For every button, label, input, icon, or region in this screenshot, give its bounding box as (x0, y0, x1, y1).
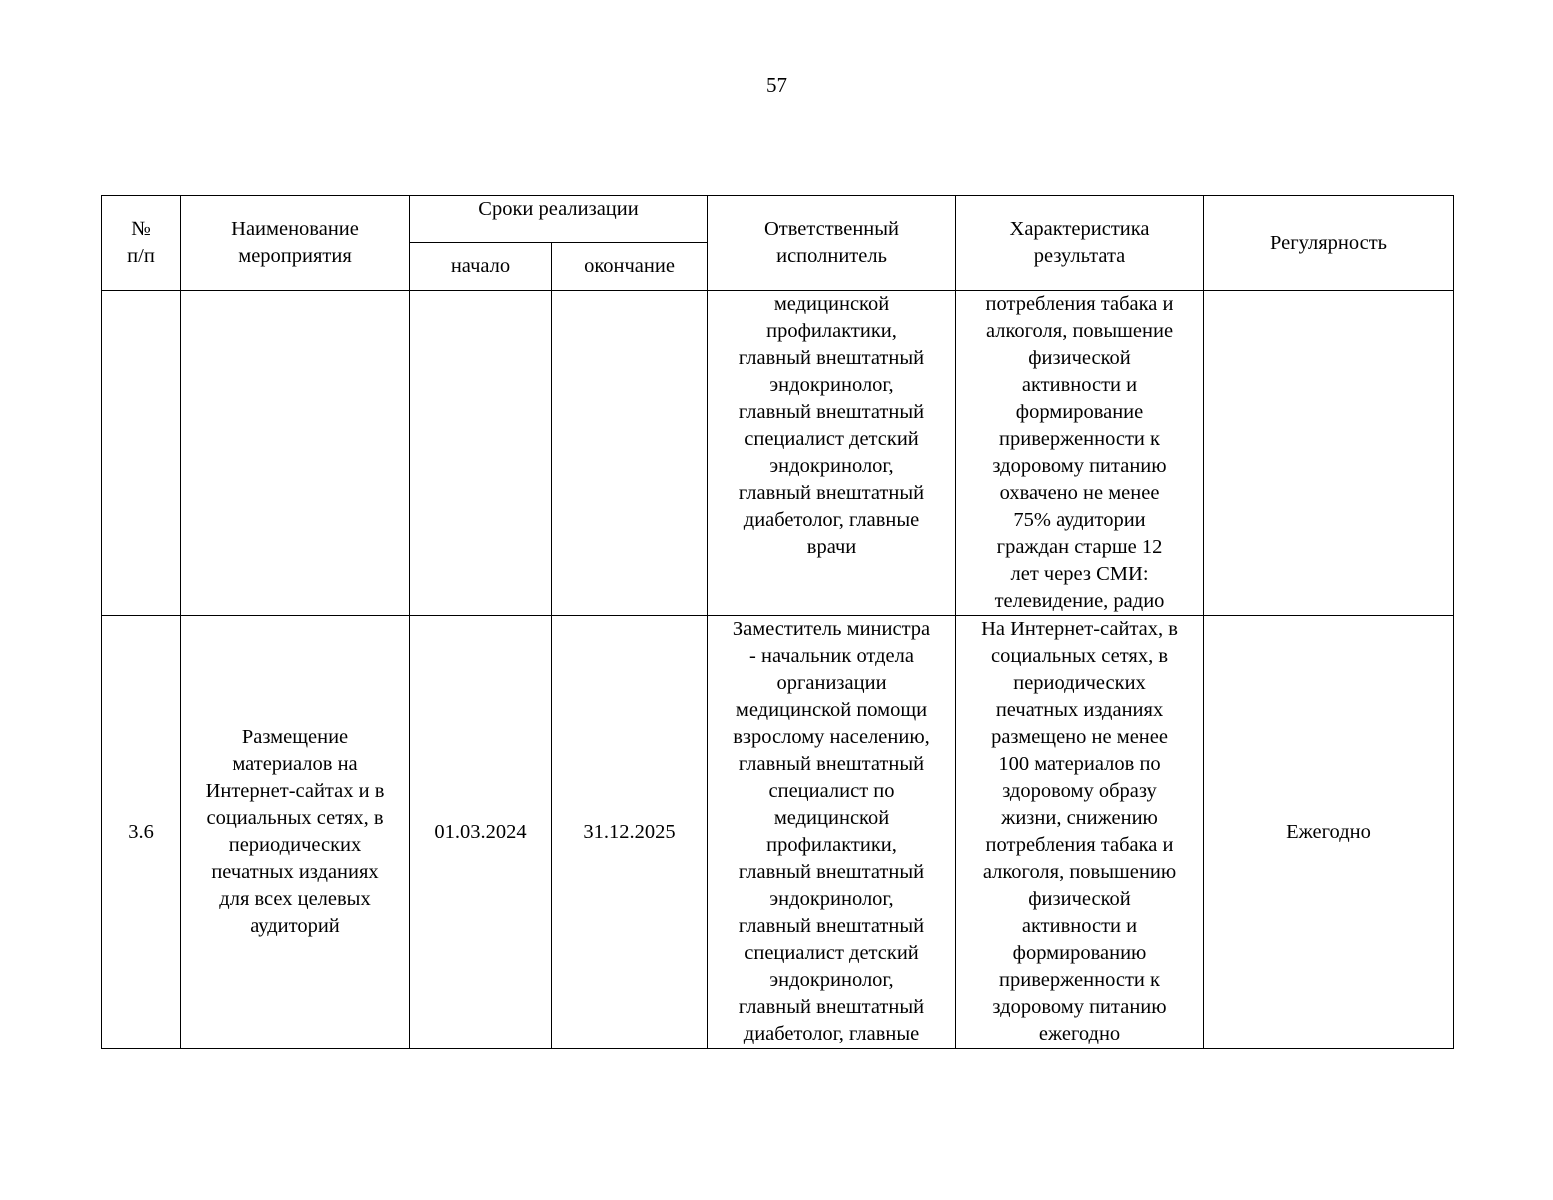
cell-end: 31.12.2025 (552, 616, 708, 1049)
result-line: печатных изданиях (995, 699, 1164, 721)
name-line: Размещение (241, 726, 349, 748)
header-responsible-line: Ответственный (763, 218, 900, 240)
responsible-line: профилактики, (766, 320, 897, 342)
header-number (102, 196, 181, 291)
result-line: потребления табака и (985, 834, 1174, 856)
responsible-line: Заместитель министра (732, 618, 931, 640)
cell-end (552, 291, 708, 616)
cell-name (181, 616, 410, 1049)
result-line: алкоголя, повышение (985, 320, 1174, 342)
name-line: социальных сетях, в (206, 807, 384, 829)
responsible-line: главный внештатный (738, 347, 925, 369)
header-regularity: Регулярность (1204, 196, 1454, 291)
responsible-line: диабетолог, главные (743, 509, 920, 531)
responsible-line: специалист по (768, 780, 895, 802)
header-responsible (708, 196, 956, 291)
cell-responsible (708, 616, 956, 1049)
result-line: активности и (1021, 915, 1138, 937)
result-line: здоровому образу (1002, 780, 1157, 802)
responsible-line: главный внештатный (738, 861, 925, 883)
result-line: потребления табака и (985, 293, 1174, 315)
header-start: начало (410, 243, 552, 291)
responsible-line: эндокринолог, (769, 374, 894, 396)
header-responsible-line: исполнитель (776, 245, 887, 267)
result-line: физической (1028, 347, 1131, 369)
result-line: телевидение, радио (994, 590, 1165, 612)
result-line: алкоголя, повышению (982, 861, 1177, 883)
name-line: аудиторий (250, 915, 340, 937)
result-line: здоровому питанию (992, 996, 1167, 1018)
name-line: материалов на (232, 753, 358, 775)
cell-result (956, 616, 1204, 1049)
responsible-line: специалист детский (744, 428, 919, 450)
responsible-line: медицинской (773, 293, 890, 315)
responsible-line: главный внештатный (738, 753, 925, 775)
responsible-line: эндокринолог, (769, 888, 894, 910)
result-line: На Интернет-сайтах, в (981, 618, 1178, 640)
responsible-line: врачи (806, 536, 857, 558)
name-line: Интернет-сайтах и в (205, 780, 385, 802)
result-line: 75% аудитории (1013, 509, 1146, 531)
result-line: активности и (1021, 374, 1138, 396)
result-line: приверженности к (999, 969, 1160, 991)
header-number-line: № (131, 218, 151, 240)
result-line: жизни, снижению (1001, 807, 1158, 829)
result-line: формирование (1015, 401, 1144, 423)
header-terms: Сроки реализации (410, 196, 708, 243)
result-line: здоровому питанию (992, 455, 1167, 477)
name-line: периодических (228, 834, 362, 856)
responsible-line: главный внештатный (738, 401, 925, 423)
table-row (102, 291, 1454, 616)
result-line: ежегодно (1038, 1023, 1121, 1045)
responsible-line: профилактики, (766, 834, 897, 856)
header-number-line: п/п (127, 245, 155, 267)
page-number: 57 (766, 73, 787, 97)
cell-number: 3.6 (102, 616, 181, 1049)
responsible-line: эндокринолог, (769, 455, 894, 477)
responsible-line: организации (776, 672, 887, 694)
cell-regularity (1204, 291, 1454, 616)
result-line: охвачено не менее (999, 482, 1160, 504)
header-name (181, 196, 410, 291)
responsible-line: взрослому населению, (733, 726, 930, 748)
responsible-line: специалист детский (744, 942, 919, 964)
header-name-line: мероприятия (238, 245, 352, 267)
cell-start (410, 291, 552, 616)
result-line: лет через СМИ: (1010, 563, 1149, 585)
responsible-line: главный внештатный (738, 482, 925, 504)
responsible-line: эндокринолог, (769, 969, 894, 991)
result-line: социальных сетях, в (991, 645, 1169, 667)
name-line: для всех целевых (219, 888, 371, 910)
header-end: окончание (552, 243, 708, 291)
header-result-line: результата (1033, 245, 1126, 267)
responsible-line: медицинской помощи (735, 699, 928, 721)
cell-responsible (708, 291, 956, 616)
result-line: физической (1028, 888, 1131, 910)
result-line: периодических (1013, 672, 1146, 694)
cell-number (102, 291, 181, 616)
cell-regularity: Ежегодно (1204, 616, 1454, 1049)
name-line: печатных изданиях (211, 861, 379, 883)
responsible-line: главный внештатный (738, 915, 925, 937)
cell-result (956, 291, 1204, 616)
result-line: граждан старше 12 (996, 536, 1163, 558)
responsible-line: главный внештатный (738, 996, 925, 1018)
responsible-line: медицинской (773, 807, 890, 829)
table-row (102, 616, 1454, 1049)
result-line: размещено не менее (991, 726, 1168, 748)
cell-start: 01.03.2024 (410, 616, 552, 1049)
result-line: 100 материалов по (998, 753, 1161, 775)
responsible-line: диабетолог, главные (743, 1023, 920, 1045)
result-line: формированию (1012, 942, 1147, 964)
header-result-line: Характеристика (1009, 218, 1150, 240)
cell-name (181, 291, 410, 616)
responsible-line: - начальник отдела (749, 645, 914, 667)
result-line: приверженности к (999, 428, 1160, 450)
header-result (956, 196, 1204, 291)
header-name-line: Наименование (231, 218, 359, 240)
activities-table (101, 195, 1454, 1049)
